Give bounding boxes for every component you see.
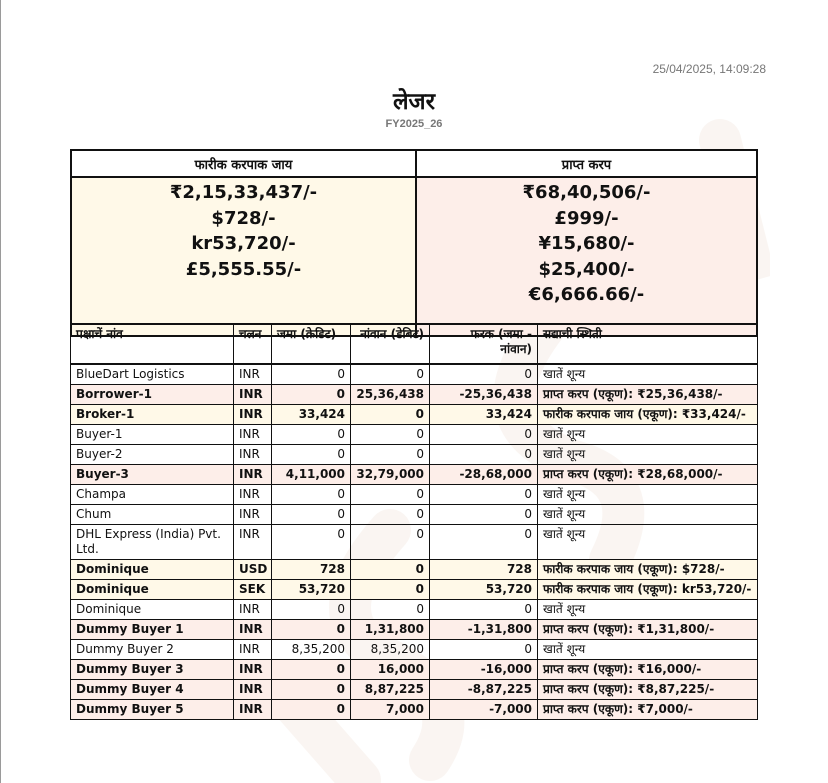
party-name: BlueDart Logistics bbox=[71, 364, 234, 385]
difference-amount: -7,000 bbox=[430, 700, 538, 720]
page-title: लेजर bbox=[392, 89, 436, 115]
balance-status: खातें शून्य bbox=[538, 364, 758, 385]
credit-amount: 0 bbox=[272, 364, 351, 385]
currency-code: INR bbox=[234, 385, 272, 405]
currency-code: INR bbox=[234, 405, 272, 425]
col-currency: चलन bbox=[234, 324, 272, 364]
currency-code: INR bbox=[234, 364, 272, 385]
balance-status: प्राप्त करप (एकूण): ₹7,000/- bbox=[538, 700, 758, 720]
receivable-totals bbox=[71, 177, 416, 336]
currency-code: INR bbox=[234, 640, 272, 660]
receivable-header: फारीक करपाक जाय bbox=[71, 150, 416, 177]
balance-status: खातें शून्य bbox=[538, 600, 758, 620]
debit-amount: 0 bbox=[351, 485, 430, 505]
credit-amount: 0 bbox=[272, 600, 351, 620]
currency-code: INR bbox=[234, 660, 272, 680]
party-name: Dummy Buyer 3 bbox=[71, 660, 234, 680]
debit-amount: 0 bbox=[351, 505, 430, 525]
ledger-row bbox=[71, 560, 758, 580]
difference-amount: -8,87,225 bbox=[430, 680, 538, 700]
debit-amount: 7,000 bbox=[351, 700, 430, 720]
difference-amount: -28,68,000 bbox=[430, 465, 538, 485]
difference-amount: 53,720 bbox=[430, 580, 538, 600]
payable-amount: ₹68,40,506/- bbox=[522, 182, 651, 203]
receivable-amount: £5,555.55/- bbox=[185, 258, 302, 280]
party-name: Chum bbox=[71, 505, 234, 525]
credit-amount: 0 bbox=[272, 525, 351, 560]
ledger-row bbox=[71, 660, 758, 680]
party-name: Dummy Buyer 4 bbox=[71, 680, 234, 700]
currency-code: INR bbox=[234, 485, 272, 505]
ledger-row bbox=[71, 505, 758, 525]
debit-amount: 0 bbox=[351, 445, 430, 465]
currency-code: USD bbox=[234, 560, 272, 580]
receivable-amount: $728/- bbox=[211, 207, 276, 229]
balance-status: खातें शून्य bbox=[538, 485, 758, 505]
balance-status: प्राप्त करप (एकूण): ₹1,31,800/- bbox=[538, 620, 758, 640]
party-name: Dummy Buyer 5 bbox=[71, 700, 234, 720]
party-name: Buyer-3 bbox=[71, 465, 234, 485]
balance-status: खातें शून्य bbox=[538, 525, 758, 560]
debit-amount: 0 bbox=[351, 425, 430, 445]
balance-status: खातें शून्य bbox=[538, 445, 758, 465]
payable-header: प्राप्त करप bbox=[416, 150, 757, 177]
col-debit: नांवान (डेबिट) bbox=[351, 324, 430, 364]
receivable-amount: kr53,720/- bbox=[191, 233, 296, 254]
credit-amount: 728 bbox=[272, 560, 351, 580]
difference-amount: 0 bbox=[430, 640, 538, 660]
credit-amount: 0 bbox=[272, 505, 351, 525]
party-name: Champa bbox=[71, 485, 234, 505]
col-party: पक्षाचें नांव bbox=[71, 324, 234, 364]
party-name: Dominique bbox=[71, 580, 234, 600]
ledger-row bbox=[71, 364, 758, 385]
ledger-row bbox=[71, 525, 758, 560]
difference-amount: 0 bbox=[430, 600, 538, 620]
ledger-row bbox=[71, 700, 758, 720]
debit-amount: 8,35,200 bbox=[351, 640, 430, 660]
credit-amount: 8,35,200 bbox=[272, 640, 351, 660]
party-name: Dummy Buyer 2 bbox=[71, 640, 234, 660]
ledger-row bbox=[71, 640, 758, 660]
currency-code: INR bbox=[234, 680, 272, 700]
payable-amount: ¥15,680/- bbox=[538, 233, 635, 254]
payable-amount: $25,400/- bbox=[538, 258, 635, 280]
difference-amount: 0 bbox=[430, 525, 538, 560]
debit-amount: 0 bbox=[351, 600, 430, 620]
currency-code: INR bbox=[234, 465, 272, 485]
debit-amount: 0 bbox=[351, 560, 430, 580]
party-name: Borrower-1 bbox=[71, 385, 234, 405]
balance-status: प्राप्त करप (एकूण): ₹8,87,225/- bbox=[538, 680, 758, 700]
balance-status: प्राप्त करप (एकूण): ₹28,68,000/- bbox=[538, 465, 758, 485]
ledger-row bbox=[71, 425, 758, 445]
credit-amount: 0 bbox=[272, 680, 351, 700]
ledger-row bbox=[71, 385, 758, 405]
payable-amount: £999/- bbox=[554, 207, 619, 229]
difference-amount: -16,000 bbox=[430, 660, 538, 680]
credit-amount: 0 bbox=[272, 660, 351, 680]
debit-amount: 0 bbox=[351, 525, 430, 560]
col-credit: जमा (क्रेडिट) bbox=[272, 324, 351, 364]
party-name: Buyer-2 bbox=[71, 445, 234, 465]
ledger-row bbox=[71, 620, 758, 640]
currency-code: INR bbox=[234, 700, 272, 720]
ledger-row bbox=[71, 485, 758, 505]
currency-code: INR bbox=[234, 505, 272, 525]
col-status: सद्याची स्थिती bbox=[538, 324, 758, 364]
party-name: Dominique bbox=[71, 560, 234, 580]
currency-code: SEK bbox=[234, 580, 272, 600]
debit-amount: 16,000 bbox=[351, 660, 430, 680]
debit-amount: 1,31,800 bbox=[351, 620, 430, 640]
party-name: DHL Express (India) Pvt. Ltd. bbox=[71, 525, 234, 560]
col-diff: फरक (जमा - नांवान) bbox=[430, 324, 538, 364]
payable-amount: €6,666.66/- bbox=[528, 284, 645, 305]
currency-code: INR bbox=[234, 600, 272, 620]
debit-amount: 0 bbox=[351, 580, 430, 600]
difference-amount: 728 bbox=[430, 560, 538, 580]
party-name: Broker-1 bbox=[71, 405, 234, 425]
debit-amount: 25,36,438 bbox=[351, 385, 430, 405]
party-name: Dominique bbox=[71, 600, 234, 620]
balance-status: खातें शून्य bbox=[538, 640, 758, 660]
debit-amount: 0 bbox=[351, 405, 430, 425]
balance-status: खातें शून्य bbox=[538, 505, 758, 525]
ledger-header-row bbox=[71, 324, 758, 364]
currency-code: INR bbox=[234, 620, 272, 640]
debit-amount: 0 bbox=[351, 364, 430, 385]
difference-amount: 0 bbox=[430, 445, 538, 465]
payable-totals bbox=[416, 177, 757, 336]
debit-amount: 32,79,000 bbox=[351, 465, 430, 485]
balance-status: फारीक करपाक जाय (एकूण): kr53,720/- bbox=[538, 580, 758, 600]
currency-code: INR bbox=[234, 525, 272, 560]
summary-table bbox=[70, 149, 758, 337]
party-name: Dummy Buyer 1 bbox=[71, 620, 234, 640]
currency-code: INR bbox=[234, 425, 272, 445]
credit-amount: 0 bbox=[272, 445, 351, 465]
ledger-row bbox=[71, 465, 758, 485]
ledger-table bbox=[70, 323, 758, 720]
difference-amount: 0 bbox=[430, 364, 538, 385]
ledger-row bbox=[71, 600, 758, 620]
balance-status: प्राप्त करप (एकूण): ₹25,36,438/- bbox=[538, 385, 758, 405]
balance-status: प्राप्त करप (एकूण): ₹16,000/- bbox=[538, 660, 758, 680]
credit-amount: 0 bbox=[272, 700, 351, 720]
ledger-row bbox=[71, 405, 758, 425]
difference-amount: 0 bbox=[430, 505, 538, 525]
credit-amount: 53,720 bbox=[272, 580, 351, 600]
balance-status: फारीक करपाक जाय (एकूण): ₹33,424/- bbox=[538, 405, 758, 425]
debit-amount: 8,87,225 bbox=[351, 680, 430, 700]
difference-amount: 0 bbox=[430, 485, 538, 505]
difference-amount: 33,424 bbox=[430, 405, 538, 425]
currency-code: INR bbox=[234, 445, 272, 465]
balance-status: फारीक करपाक जाय (एकूण): $728/- bbox=[538, 560, 758, 580]
ledger-row bbox=[71, 580, 758, 600]
financial-year: FY2025_26 bbox=[385, 118, 443, 130]
ledger-row bbox=[71, 445, 758, 465]
credit-amount: 0 bbox=[272, 385, 351, 405]
party-name: Buyer-1 bbox=[71, 425, 234, 445]
credit-amount: 33,424 bbox=[272, 405, 351, 425]
credit-amount: 4,11,000 bbox=[272, 465, 351, 485]
balance-status: खातें शून्य bbox=[538, 425, 758, 445]
difference-amount: -1,31,800 bbox=[430, 620, 538, 640]
difference-amount: -25,36,438 bbox=[430, 385, 538, 405]
credit-amount: 0 bbox=[272, 425, 351, 445]
difference-amount: 0 bbox=[430, 425, 538, 445]
credit-amount: 0 bbox=[272, 485, 351, 505]
receivable-amount: ₹2,15,33,437/- bbox=[169, 182, 318, 203]
ledger-row bbox=[71, 680, 758, 700]
print-timestamp: 25/04/2025, 14:09:28 bbox=[652, 62, 766, 76]
credit-amount: 0 bbox=[272, 620, 351, 640]
